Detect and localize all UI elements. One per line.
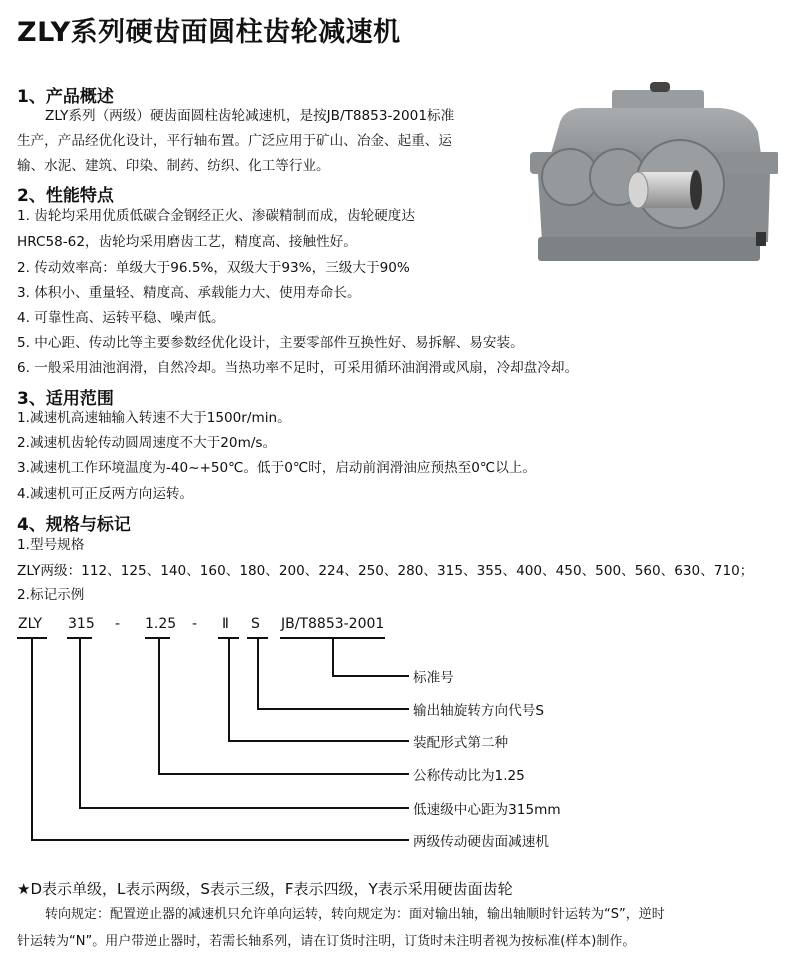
features-line-1: 1. 齿轮均采用优质低碳合金钢经正火、渗碳精制而成，齿轮硬度达: [17, 208, 415, 224]
overview-line-3: 输、水泥、建筑、印染、制药、纺织、化工等行业。: [17, 158, 330, 174]
label-rotation: 输出轴旋转方向代号S: [413, 703, 544, 719]
scope-line-2: 2.减速机齿轮传动圆周速度不大于20m/s。: [17, 435, 277, 451]
leader-line: [257, 637, 259, 709]
overview-line-2: 生产，产品经优化设计，平行轴布置。广泛应用于矿山、冶金、起重、运: [17, 133, 452, 149]
label-ratio: 公称传动比为1.25: [413, 768, 525, 784]
label-assembly: 装配形式第二种: [413, 735, 509, 751]
scope-line-1: 1.减速机高速轴输入转速不大于1500r/min。: [17, 410, 291, 426]
leader-line: [158, 773, 409, 775]
note-rotation-line-1: 转向规定：配置逆止器的减速机只允许单向运转，转向规定为：面对输出轴，输出轴顺时针运转为“S”，逆时: [45, 907, 665, 922]
label-standard: 标准号: [413, 670, 454, 686]
code-standard: JB/T8853-2001: [281, 616, 385, 632]
features-line-4: 3. 体积小、重量轻、精度高、承载能力大、使用寿命长。: [17, 285, 361, 301]
note-star-legend: ★D表示单级，L表示两级，S表示三级，F表示四级，Y表示采用硬齿面齿轮: [17, 880, 513, 898]
code-rotation: S: [251, 616, 260, 632]
note-rotation-line-2: 针运转为“N”。用户带逆止器时，若需长轴系列，请在订货时注明，订货时未注明者视为按标准(样本)制作。: [17, 934, 636, 949]
code-dash: -: [115, 616, 121, 632]
code-assembly: Ⅱ: [222, 616, 229, 632]
leader-line: [332, 637, 334, 676]
leader-line: [257, 708, 409, 710]
section-heading-scope: 3、适用范围: [17, 389, 114, 409]
leader-line: [79, 637, 81, 808]
leader-line: [228, 637, 230, 741]
features-line-3: 2. 传动效率高：单级大于96.5%，双级大于93%，三级大于90%: [17, 260, 410, 276]
overview-line-1: ZLY系列（两级）硬齿面圆柱齿轮减速机，是按JB/T8853-2001标准: [45, 108, 455, 124]
features-line-5: 4. 可靠性高、运转平稳、噪声低。: [17, 310, 225, 326]
features-line-7: 6. 一般采用油池润滑，自然冷却。当热功率不足时，可采用循环油润滑或风扇，冷却盘冷却。: [17, 360, 579, 376]
code-series: ZLY: [18, 616, 43, 632]
code-ratio: 1.25: [145, 616, 177, 632]
product-image-gear-reducer: [520, 82, 778, 272]
marking-example-label: 2.标记示例: [17, 587, 85, 603]
leader-line: [79, 807, 409, 809]
code-center-distance: 315: [68, 616, 95, 632]
scope-line-3: 3.减速机工作环境温度为-40~+50℃。低于0℃时，启动前润滑油应预热至0℃以上。: [17, 460, 536, 476]
leader-line: [228, 740, 409, 742]
label-series: 两级传动硬齿面减速机: [413, 834, 549, 850]
leader-line: [31, 637, 33, 840]
leader-line: [332, 675, 409, 677]
model-spec-label: 1.型号规格: [17, 537, 85, 553]
code-dash: -: [192, 616, 198, 632]
leader-line: [31, 839, 409, 841]
section-heading-overview: 1、产品概述: [17, 87, 114, 107]
section-heading-features: 2、性能特点: [17, 186, 114, 206]
model-list: ZLY两级：112、125、140、160、180、200、224、250、280、315、355、400、450、500、560、630、710；: [17, 563, 754, 579]
scope-line-4: 4.减速机可正反两方向运转。: [17, 486, 194, 502]
page-title: ZLY系列硬齿面圆柱齿轮减速机: [17, 17, 401, 48]
section-heading-spec: 4、规格与标记: [17, 515, 131, 535]
leader-line: [158, 637, 160, 774]
features-line-6: 5. 中心距、传动比等主要参数经优化设计，主要零部件互换性好、易拆解、易安装。: [17, 335, 524, 351]
label-center-distance: 低速级中心距为315mm: [413, 802, 561, 818]
features-line-2: HRC58-62，齿轮均采用磨齿工艺，精度高、接触性好。: [17, 234, 357, 250]
